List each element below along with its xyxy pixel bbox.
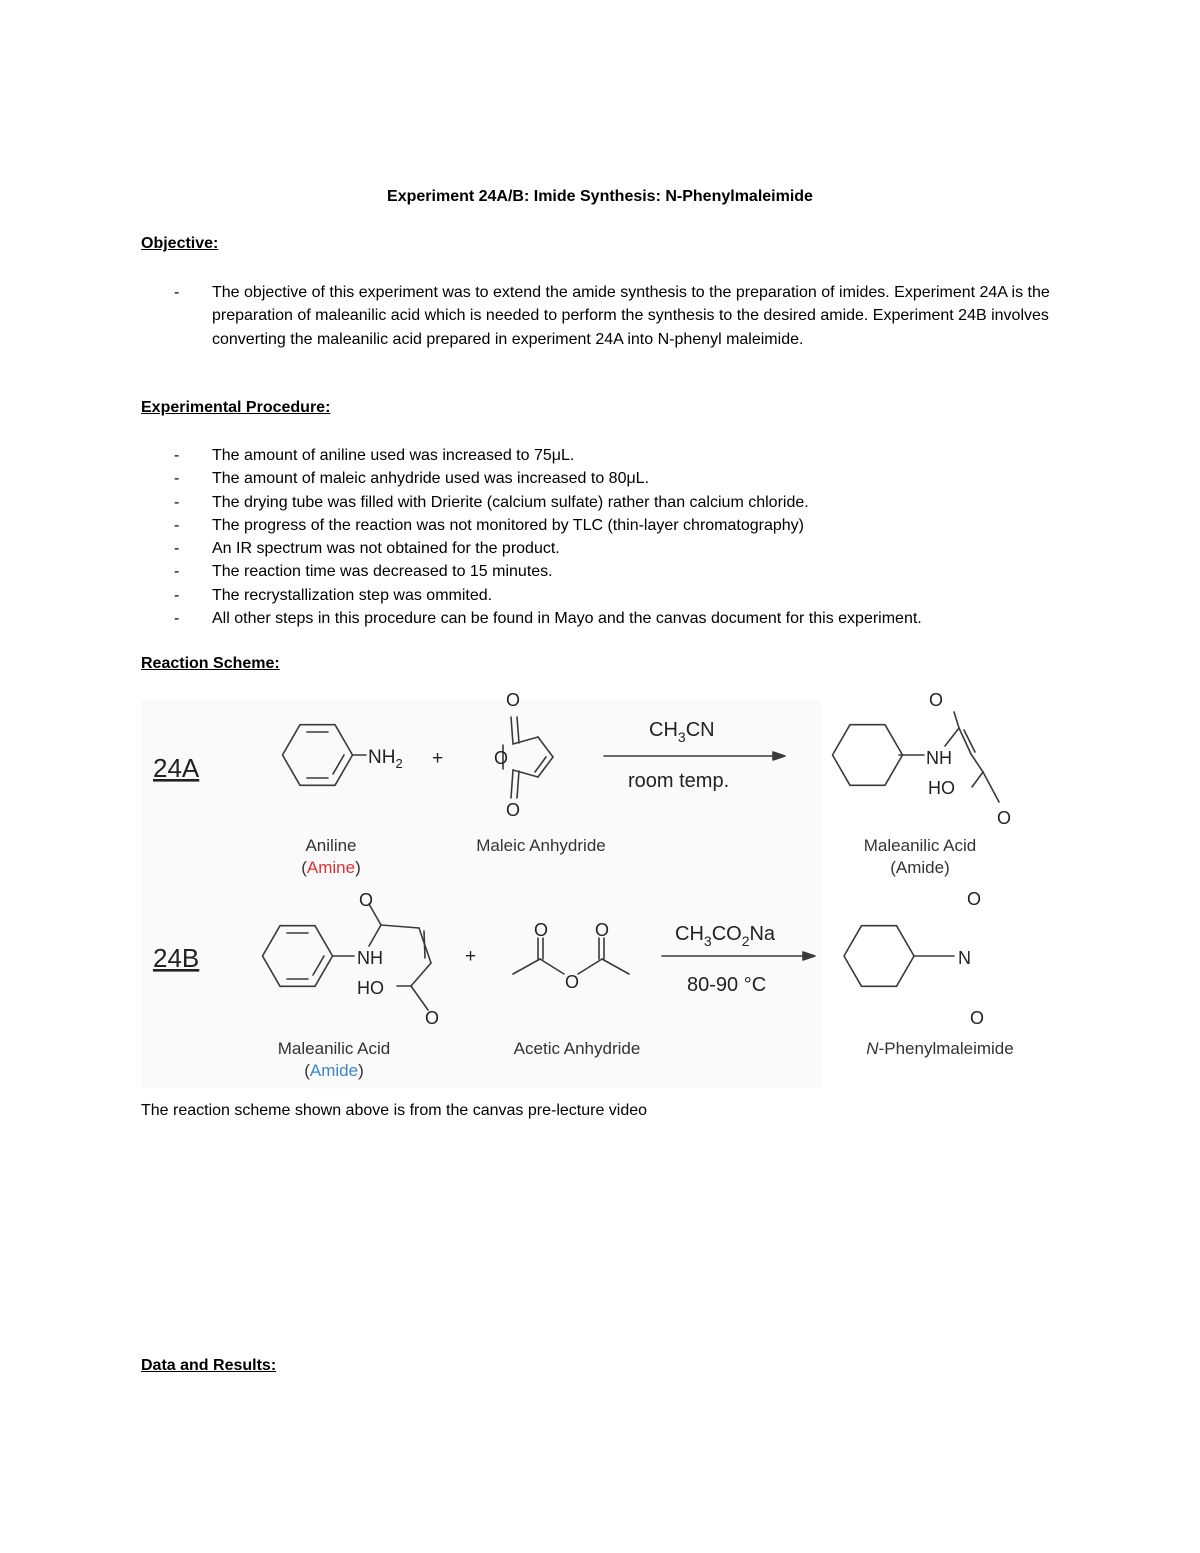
atom-label: O xyxy=(506,690,521,710)
reaction-label-24b: 24B xyxy=(153,943,200,973)
scheme-background xyxy=(141,700,821,1088)
atom-label: O xyxy=(997,808,1012,828)
bullet-dash: - xyxy=(174,516,180,534)
page-title: Experiment 24A/B: Imide Synthesis: N-Phenylmaleimide xyxy=(387,188,813,205)
maleanilic-acid-product-structure xyxy=(833,712,1000,802)
list-item: - An IR spectrum was not obtained for the product. xyxy=(141,537,1061,560)
reaction-label-24a: 24A xyxy=(153,753,200,783)
bullet-dash: - xyxy=(174,447,180,464)
procedure-heading: Experimental Procedure: xyxy=(141,399,331,416)
bullet-dash: - xyxy=(174,284,180,301)
compound-name: Maleanilic Acid xyxy=(863,836,977,855)
bullet-dash: - xyxy=(174,540,180,558)
compound-class: (Amide) xyxy=(304,1061,364,1080)
atom-label: O xyxy=(534,920,549,940)
atom-label: O xyxy=(506,800,521,820)
n-phenylmaleimide-structure xyxy=(844,926,954,987)
plus-sign-b: + xyxy=(465,946,477,967)
atom-label: O xyxy=(929,690,944,710)
compound-name: Acetic Anhydride xyxy=(513,1039,641,1058)
list-item: - The drying tube was filled with Drierite (calcium sulfate) rather than calcium chloride. xyxy=(141,491,1061,514)
atom-label: HO xyxy=(357,978,384,998)
atom-label: O xyxy=(970,1008,985,1028)
bullet-dash: - xyxy=(174,493,180,511)
atom-label: HO xyxy=(928,778,955,798)
condition-label-a: room temp. xyxy=(628,770,730,792)
procedure-list xyxy=(141,444,1061,630)
atom-label: O xyxy=(967,889,982,909)
compound-class: (Amide) xyxy=(890,858,950,877)
list-item: - The recrystallization step was ommited. xyxy=(141,584,1061,607)
atom-label: O xyxy=(425,1008,440,1028)
reagent-label-b: $CH_3CO_2Na$ xyxy=(675,923,776,949)
compound-name: Maleanilic Acid xyxy=(277,1039,391,1058)
scheme-caption: The reaction scheme shown above is from the canvas pre-lecture video xyxy=(141,1102,648,1119)
objective-list xyxy=(141,281,1061,351)
list-item: - The progress of the reaction was not monitored by TLC (thin-layer chromatography) xyxy=(141,514,1061,537)
atom-label: NH xyxy=(357,948,383,968)
list-item: - The amount of aniline used was increased to 75μL. xyxy=(141,444,1061,467)
scheme-heading: Reaction Scheme: xyxy=(141,655,280,672)
atom-label: O xyxy=(494,748,509,768)
amine-group-label: $NH_2$ xyxy=(368,747,403,771)
atom-label: NH xyxy=(926,748,952,768)
condition-label-b: 80-90 °C xyxy=(687,974,767,996)
list-item: - All other steps in this procedure can be found in Mayo and the canvas document for this experiment. xyxy=(141,607,1061,630)
compound-name: Aniline xyxy=(305,836,357,855)
compound-class: (Amine) xyxy=(301,858,361,877)
atom-label: N xyxy=(958,948,971,968)
reagent-label-a: $CH_3CN$ xyxy=(649,719,715,745)
list-item: - The amount of maleic anhydride used was increased to 80μL. xyxy=(141,467,1061,490)
reaction-scheme xyxy=(141,688,1041,1088)
atom-label: O xyxy=(595,920,610,940)
compound-name: Maleic Anhydride xyxy=(476,836,606,855)
data-results-heading: Data and Results: xyxy=(141,1357,277,1374)
bullet-dash: - xyxy=(174,470,180,488)
objective-heading: Objective: xyxy=(141,235,219,252)
bullet-dash: - xyxy=(174,610,180,628)
list-item: - The objective of this experiment was to extend the amide synthesis to the preparation of imides. Experiment 24A is the preparation of maleanilic acid which is needed to perform the synthesis to the desired amide. Experiment 24B involves converting the maleanilic acid prepared in experiment 24A into N-phenyl maleimide. xyxy=(141,281,1061,351)
atom-label: O xyxy=(359,890,374,910)
bullet-dash: - xyxy=(174,586,180,604)
plus-sign-a: + xyxy=(432,748,444,769)
compound-name: N-Phenylmaleimide xyxy=(866,1039,1014,1058)
atom-label: O xyxy=(565,972,580,992)
list-item: - The reaction time was decreased to 15 minutes. xyxy=(141,560,1061,583)
bullet-dash: - xyxy=(174,563,180,581)
